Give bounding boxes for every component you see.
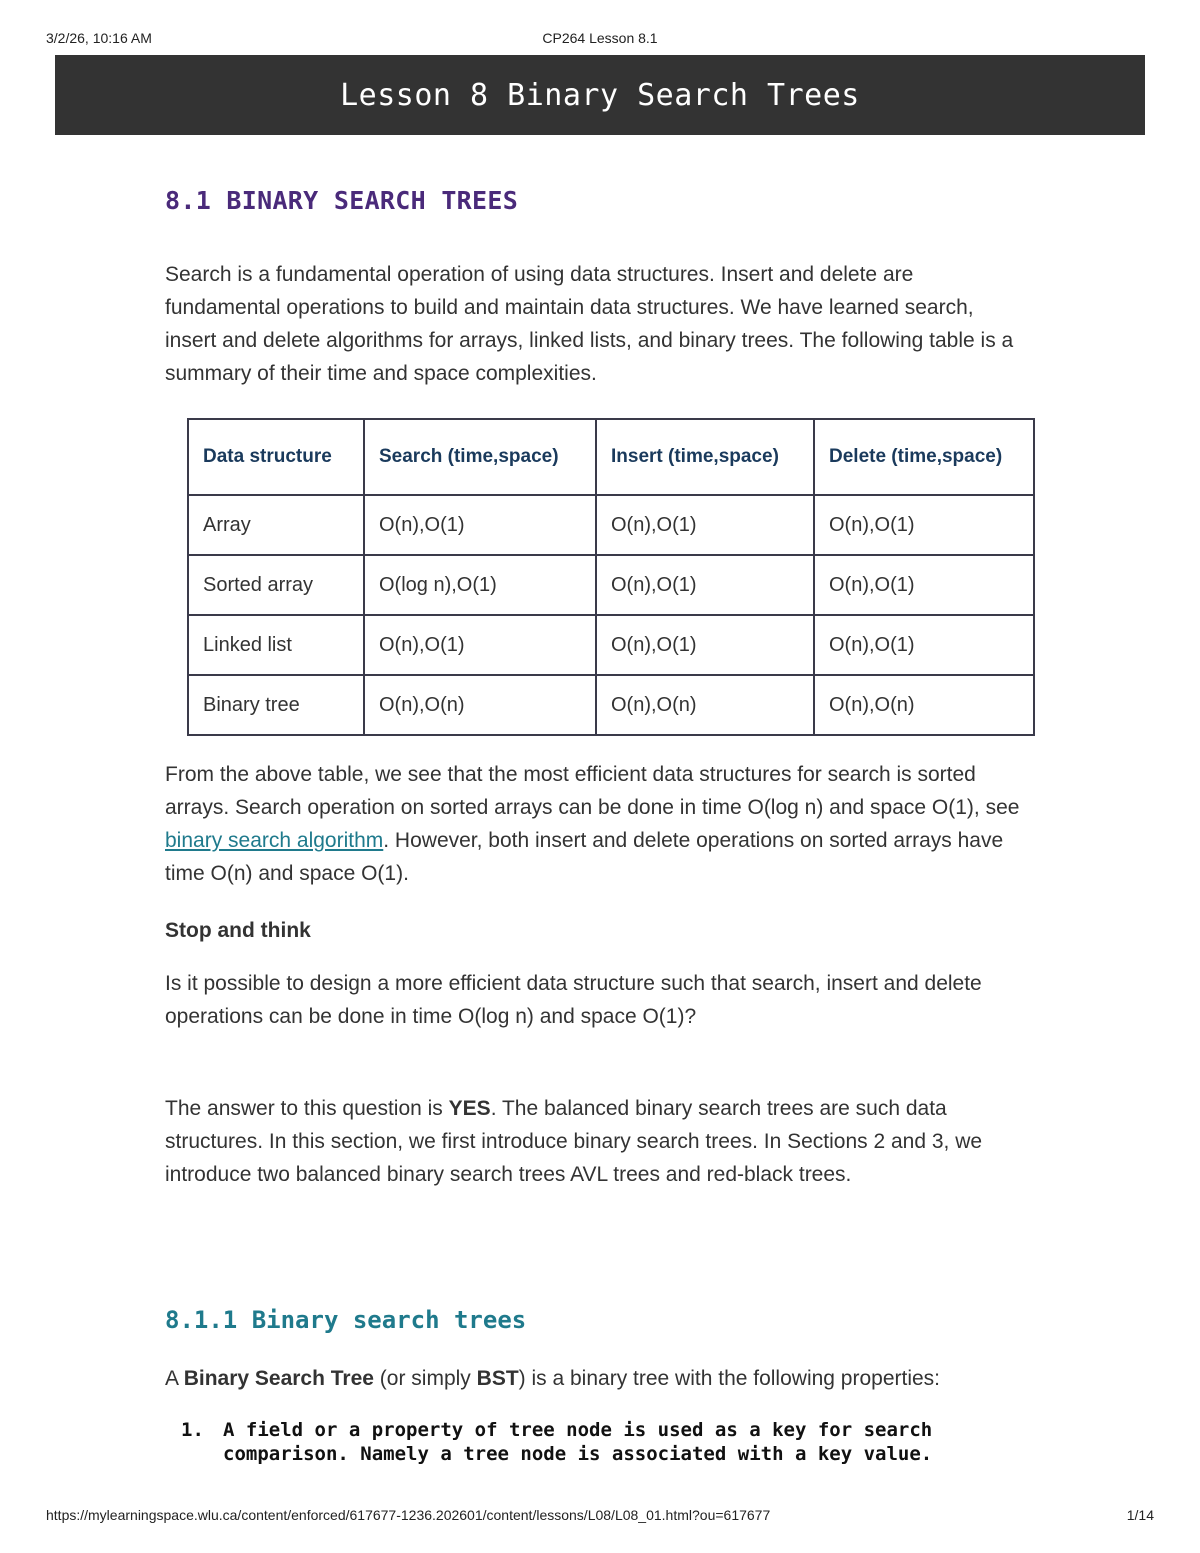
complexity-table bbox=[187, 418, 1035, 736]
bst-definition bbox=[165, 1362, 1045, 1395]
table-row bbox=[188, 615, 1034, 675]
after-table-text-2: . However, both insert and delete operations on sorted arrays have time O(n) and space O(1). bbox=[165, 829, 1004, 885]
def-end: ) is a binary tree with the following properties: bbox=[518, 1367, 941, 1390]
header-insert: Insert (time,space) bbox=[596, 419, 814, 495]
table-cell: O(n),O(1) bbox=[596, 555, 814, 615]
table-cell: O(log n),O(1) bbox=[364, 555, 596, 615]
list-item-number: 1. bbox=[181, 1419, 204, 1441]
header-delete: Delete (time,space) bbox=[814, 419, 1034, 495]
table-cell: O(n),O(1) bbox=[814, 495, 1034, 555]
table-cell: O(n),O(1) bbox=[814, 555, 1034, 615]
print-header bbox=[46, 30, 1154, 50]
answer-text-1: The answer to this question is bbox=[165, 1097, 449, 1120]
header-search: Search (time,space) bbox=[364, 419, 596, 495]
header-data-structure: Data structure bbox=[188, 419, 364, 495]
page-number: 1/14 bbox=[1126, 1507, 1154, 1523]
answer-paragraph bbox=[165, 1092, 1035, 1191]
binary-search-algorithm-link[interactable]: binary search algorithm bbox=[165, 829, 384, 852]
table-cell: Linked list bbox=[188, 615, 364, 675]
table-cell: Binary tree bbox=[188, 675, 364, 735]
table-cell: O(n),O(1) bbox=[596, 495, 814, 555]
lesson-banner bbox=[55, 55, 1145, 135]
table-row bbox=[188, 495, 1034, 555]
table-header-row bbox=[188, 419, 1034, 495]
def-bst-abbr: BST bbox=[476, 1367, 519, 1390]
after-table-paragraph bbox=[165, 758, 1035, 890]
lesson-title: Lesson 8 Binary Search Trees bbox=[340, 77, 860, 113]
table-cell: Array bbox=[188, 495, 364, 555]
def-a: A bbox=[165, 1367, 184, 1390]
table-row bbox=[188, 555, 1034, 615]
stop-think-question: Is it possible to design a more efficient data structure such that search, insert and delete operations can be done in time O(log n) and space O(1)? bbox=[165, 972, 982, 1028]
table-cell: O(n),O(n) bbox=[814, 675, 1034, 735]
list-item: A field or a property of tree node is used as a key for search comparison. Namely a tree node is associated with a key value. bbox=[223, 1419, 933, 1465]
print-datetime: 3/2/26, 10:16 AM bbox=[46, 30, 152, 46]
def-bst-term: Binary Search Tree bbox=[183, 1367, 374, 1390]
table-cell: O(n),O(1) bbox=[814, 615, 1034, 675]
bst-properties-list bbox=[165, 1418, 1045, 1478]
intro-paragraph: Search is a fundamental operation of using data structures. Insert and delete are fundamental operations to build and maintain data structures. We have learned search, insert and delete algorithms for arrays, linked lists, and binary trees. The following table is a summary of their time and space complexities. bbox=[165, 263, 1014, 385]
answer-yes: YES bbox=[448, 1097, 491, 1120]
table-cell: O(n),O(n) bbox=[364, 675, 596, 735]
subsection-heading: 8.1.1 Binary search trees bbox=[165, 1306, 527, 1334]
table-cell: O(n),O(1) bbox=[364, 615, 596, 675]
answer-text-2: . The balanced binary search trees are such data structures. In this section, we first introduce binary search trees. In Sections 2 and 3, we introduce two balanced binary search trees AVL trees and red-black trees. bbox=[165, 1097, 983, 1186]
stop-think-heading: Stop and think bbox=[165, 919, 311, 942]
after-table-text-1: From the above table, we see that the most efficient data structures for search is sorted arrays. Search operation on sorted arrays can be done in time O(log n) and space O(1), see bbox=[165, 763, 1020, 819]
print-url: https://mylearningspace.wlu.ca/content/enforced/617677-1236.202601/content/lessons/L08/L08_01.html?ou=617677 bbox=[46, 1507, 771, 1523]
table-cell: O(n),O(n) bbox=[596, 675, 814, 735]
table-row bbox=[188, 675, 1034, 735]
table-cell: O(n),O(1) bbox=[596, 615, 814, 675]
section-heading: 8.1 BINARY SEARCH TREES bbox=[165, 186, 519, 215]
print-title: CP264 Lesson 8.1 bbox=[542, 30, 658, 46]
def-mid: (or simply bbox=[373, 1367, 477, 1390]
table-cell: Sorted array bbox=[188, 555, 364, 615]
table-cell: O(n),O(1) bbox=[364, 495, 596, 555]
print-footer bbox=[46, 1507, 1154, 1527]
